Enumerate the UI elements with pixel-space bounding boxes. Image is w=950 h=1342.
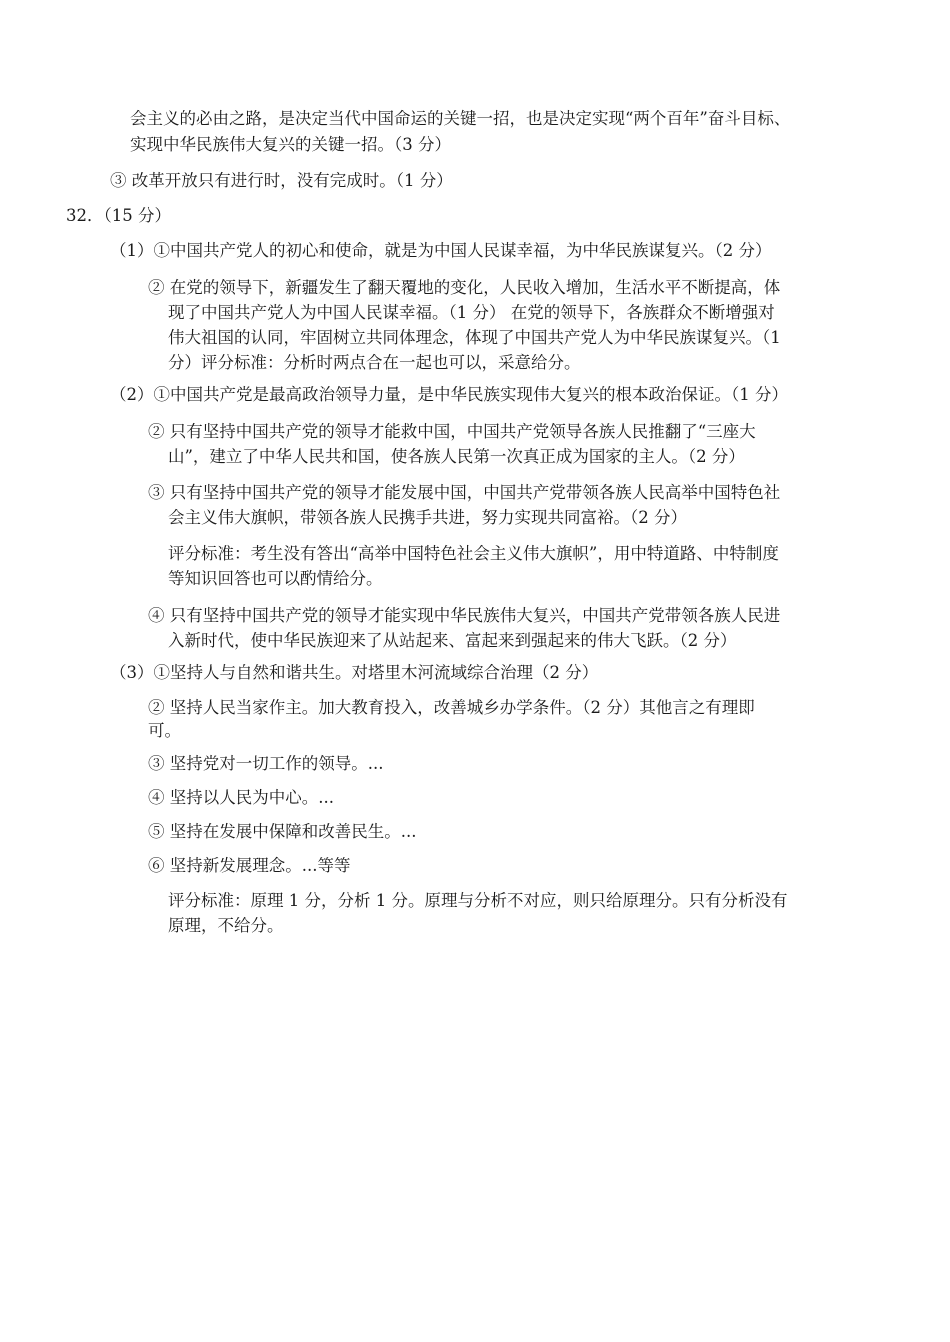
scoring-note: 等知识回答也可以酌情给分。 (168, 569, 383, 588)
text-line: 可。 (148, 721, 181, 740)
text-line: 现了中国共产党人为中国人民谋幸福。（1 分） 在党的领导下，各族群众不断增强对 (168, 303, 775, 322)
text-line: ③ 改革开放只有进行时，没有完成时。（1 分） (110, 171, 453, 190)
answer-heading: （1）①中国共产党人的初心和使命，就是为中国人民谋幸福，为中华民族谋复兴。（2 分） (110, 241, 772, 260)
text-line: ③ 坚持党对一切工作的领导。... (148, 754, 384, 773)
scoring-note: 评分标准：考生没有答出“高举中国特色社会主义伟大旗帜”，用中特道路、中特制度 (168, 544, 779, 563)
text-line: ③ 只有坚持中国共产党的领导才能发展中国，中国共产党带领各族人民高举中国特色社 (148, 483, 781, 502)
text-line: ④ 坚持以人民为中心。... (148, 788, 334, 807)
question-number: 32．（15 分） (66, 206, 171, 225)
answer-heading: （2）①中国共产党是最高政治领导力量，是中华民族实现伟大复兴的根本政治保证。（1 分） (110, 385, 788, 404)
answer-heading: （3）①坚持人与自然和谐共生。对塔里木河流域综合治理（2 分） (110, 663, 599, 682)
text-line: 山”，建立了中华人民共和国，使各族人民第一次真正成为国家的主人。（2 分） (168, 447, 745, 466)
text-line: 入新时代，使中华民族迎来了从站起来、富起来到强起来的伟大飞跃。（2 分） (168, 631, 737, 650)
text-line: 分）评分标准：分析时两点合在一起也可以，采意给分。 (168, 353, 581, 372)
text-line: ② 坚持人民当家作主。加大教育投入，改善城乡办学条件。（2 分）其他言之有理即 (148, 698, 755, 717)
scoring-note: 原理，不给分。 (168, 916, 284, 935)
scoring-note: 评分标准：原理 1 分，分析 1 分。原理与分析不对应，则只给原理分。只有分析没有 (168, 891, 788, 910)
text-line: 实现中华民族伟大复兴的关键一招。（3 分） (130, 135, 451, 154)
text-line: ⑤ 坚持在发展中保障和改善民生。... (148, 822, 417, 841)
text-line: ④ 只有坚持中国共产党的领导才能实现中华民族伟大复兴，中国共产党带领各族人民进 (148, 606, 781, 625)
text-line: 伟大祖国的认同，牢固树立共同体理念，体现了中国共产党人为中华民族谋复兴。（1 (168, 328, 781, 347)
text-line: 会主义伟大旗帜，带领各族人民携手共进，努力实现共同富裕。（2 分） (168, 508, 687, 527)
text-line: ⑥ 坚持新发展理念。...等等 (148, 856, 351, 875)
text-line: ② 在党的领导下，新疆发生了翻天覆地的变化，人民收入增加，生活水平不断提高，体 (148, 278, 781, 297)
text-line: ② 只有坚持中国共产党的领导才能救中国，中国共产党领导各族人民推翻了“三座大 (148, 422, 756, 441)
text-line: 会主义的必由之路，是决定当代中国命运的关键一招，也是决定实现“两个百年”奋斗目标、 (130, 109, 791, 128)
